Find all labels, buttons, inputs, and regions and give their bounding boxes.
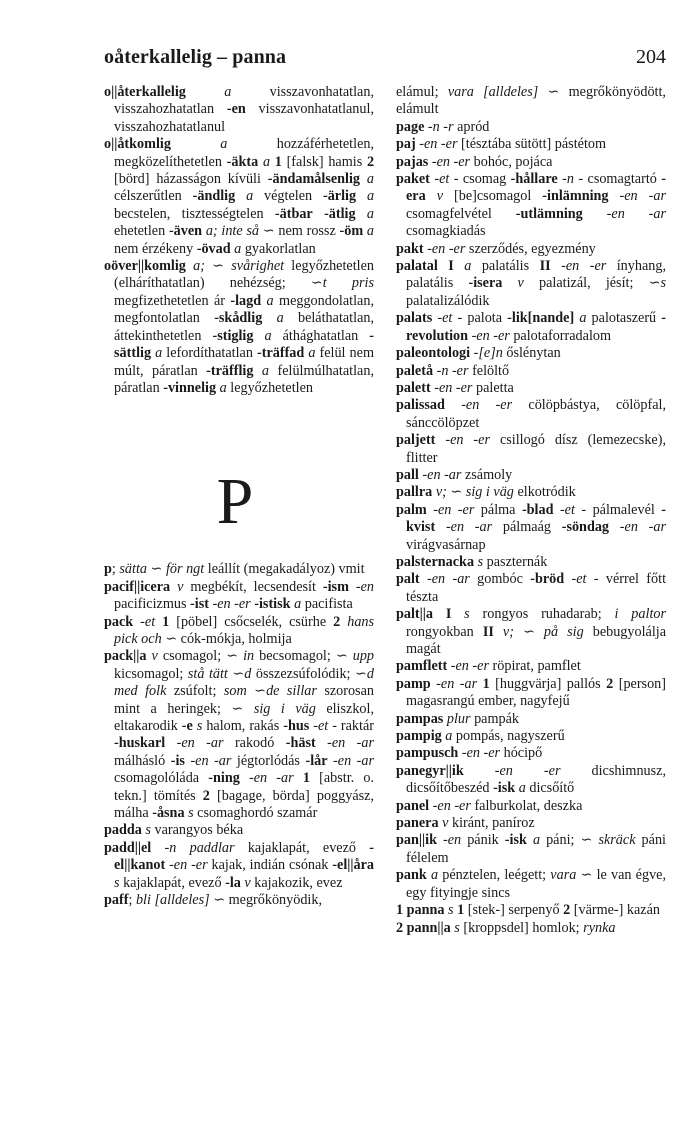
entry-pall: pall -en -ar zsámoly [396,466,513,483]
entry-panegyrik: panegyr||ik -en -er dicshimnusz, dicsőítőbeszéd -isk a dicsőítő [396,762,666,797]
entry-packa: pack||a v csomagol; ∽ in becsomagol; ∽ upp kicsomagol; stå tätt ∽d összezsúfolódik; ∽d med folk zsúfolt; som ∽de sillar szorosan mint a heringek; ∽ sig i väg eliszkol, eltakarodik -e s halom, rakás -hus -et - raktár -huskarl -en -ar rakodó -häst -en -ar málhásló -is -en -ar jégtorlódás -lår -en -ar csomagolóláda -ning -en -ar 1 [abstr. o. tekn.] tömítés 2 [bagage, börda] poggyász, málha -åsna s csomaghordó szamár [104,648,375,821]
entry-panel: panel -en -er falburkolat, deszka [396,797,583,814]
entry-palissad: palissad -en -er cölöpbástya, cölöpfal, sánccölöpzet [396,397,667,431]
entry-pamflett: pamflett -en -er röpirat, pamflet [396,658,581,675]
entry-palett: palett -en -er paletta [396,379,514,396]
entry-paddel: padd||el -n paddlar kajaklapát, evező -el||kanot -en -er kajak, indián csónak -el||åra s kajaklapát, evező -la v kajakozik, evez [104,839,374,891]
entry-pank: pank a pénztelen, leégett; vara ∽ le van égve, egy fityingje sincs [396,867,667,901]
entry-paket: paket -et - csomag -hållare -n - csomagtartó -era v [be]csomagol -inlämning -en -ar csomagfelvétel -utlämning -en -ar csomagkiadás [396,171,667,240]
entry-panik: pan||ik -en pánik -isk a páni; ∽ skräck páni félelem [396,832,666,866]
page-number: 204 [636,46,666,68]
section-letter: P [216,465,254,539]
entry-pamp: pamp -en -ar 1 [huggvärja] pallós 2 [person] magasrangú ember, nagyfejű [396,675,666,710]
entry-paleontologi: paleontologi -[e]n őslénytan [396,345,561,362]
entry-palats: palats -et - palota -lik[nande] a palotaszerű -revolution -en -er palotaforradalom [396,310,667,344]
entry-pampas: pampas plur pampák [396,710,519,727]
entry-2-panna: 2 pann||a s [kroppsdel] homlok; rynka [396,919,616,936]
entry-palta: palt||a I s rongyos ruhadarab; i paltor rongyokban II v; ∽ på sig bebugyolálja magát [396,606,667,657]
entry-paljett: paljett -en -er csillogó dísz (lemezecske), flitter [396,432,666,466]
entry-pack: pack -et 1 [pöbel] csőcselék, csürhe 2 hans pick och ∽ cók-mókja, holmija [104,613,375,647]
entry-padda: padda s varangyos béka [104,822,244,839]
entry-palt: palt -en -ar gombóc -bröd -et - vérrel főtt tészta [396,571,667,605]
entry-pallra: pallra v; ∽ sig i väg elkotródik [396,484,576,501]
entry-oaterkallelig: o||återkallelig a visszavonhatatlan, visszahozhatatlan -en visszavonhatatlanul, visszahozhatatlanul [104,84,374,135]
section-letter-block [104,427,374,539]
entry-pajas: pajas -en -er bohóc, pojáca [396,153,553,170]
entry-paj: paj -en -er [tésztába sütött] pástétom [396,136,607,153]
entry-pampusch: pampusch -en -er hócipő [396,745,543,762]
right-column [396,84,666,937]
entry-pakt: pakt -en -er szerződés, egyezmény [396,240,596,257]
entry-ooverkomlig: oöver||komlig a; ∽ svårighet legyőzhetetlen (elháríthatatlan) nehézség; ∽t pris megfizethetetlen ár -lagd a meggondolatlan, megfontolatlan -skådlig a beláthatatlan, áttekinthetetlen -stiglig a áthághatatlan -sättlig a lefordíthatatlan -träffad a felül nem múlt, páratlan -träfflig a felülmúlhatatlan, páratlan -vinnelig a legyőzhetetlen [104,258,375,396]
entry-pampig: pampig a pompás, nagyszerű [396,728,565,745]
entry-pacificera: pacif||icera v megbékít, lecsendesít -ism -en pacificizmus -ist -en -er -istisk a pacifista [104,578,374,613]
entry-palm: palm -en -er pálma -blad -et - pálmalevél -kvist -en -ar pálmaág -söndag -en -ar virágvasárnap [396,501,667,553]
entry-panera: panera v kiránt, paníroz [396,815,535,832]
entry-page: page -n -r apród [396,118,490,135]
entry-1-panna: 1 panna s 1 [stek-] serpenyő 2 [värme-] kazán [396,902,660,919]
entry-palatal: palatal I a palatális II -en -er ínyhang, palatális -isera v palatizál, jésít; ∽s palatalizálódik [396,258,667,309]
page-header [104,46,666,72]
running-head: oåterkallelig – panna [104,46,287,68]
entry-paleta: paletå -n -er felöltő [396,362,510,379]
entry-oatkomlig: o||åtkomlig a hozzáférhetetlen, megközelíthetetlen -äkta a 1 [falsk] hamis 2 [börd] házasságon kívüli -ändamålsenlig a célszerűtlen -ändlig a végtelen -ärlig a becstelen, tisztességtelen -ätbar -ätlig a ehetetlen -även a; inte så ∽ nem rossz -öm a nem érzékeny -övad a gyakorlatlan [104,136,375,257]
entry-palsternacka: palsternacka s paszternák [396,553,548,570]
entry-paff-continued: elámul; vara [alldeles] ∽ megrőkönyödött, elámult [396,84,666,118]
entry-paff: paff; bli [alldeles] ∽ megrőkönyödik, [104,892,323,909]
left-column [104,84,374,909]
entry-p: p; sätta ∽ för ngt leállít (megakadályoz) vmit [104,561,365,578]
